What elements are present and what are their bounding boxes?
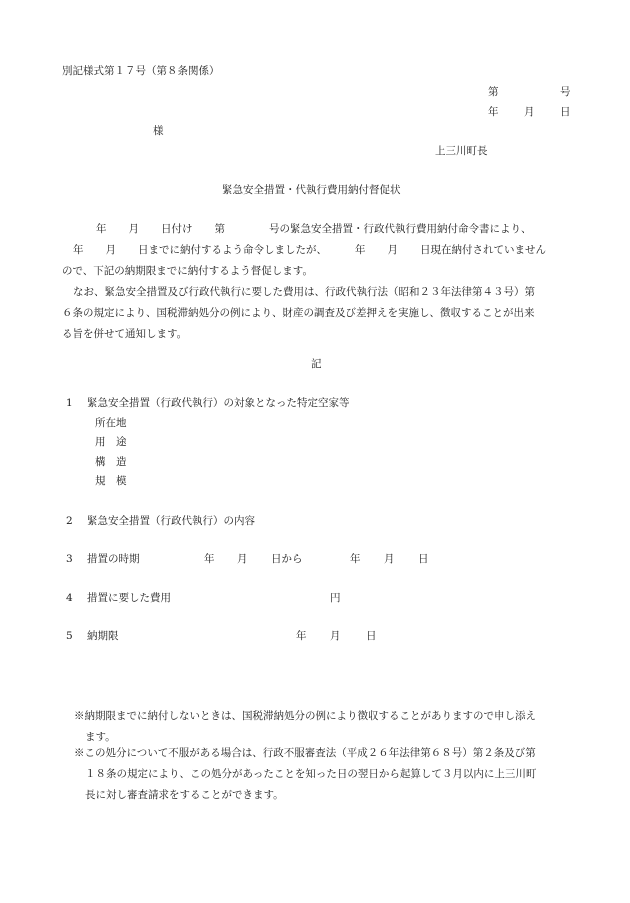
body-day: 日付け [161,223,193,235]
body-year: 年 [355,244,366,256]
form-identifier: 別記様式第１７号（第８条関係） [62,65,220,77]
issuer: 上三川町長 [435,145,488,157]
body-month: 月 [128,223,139,235]
item-5-year: 年 [296,630,307,642]
body-year: 年 [96,223,107,235]
item-3-year-2: 年 [350,553,361,565]
item-2-label: 緊急安全措置（行政代執行）の内容 [87,515,255,527]
doc-date-month: 月 [524,106,535,118]
body-year: 年 [73,244,84,256]
body-paragraph-2 [62,282,535,345]
body-unpaid-text: 日現在納付されていません [420,244,546,256]
body-line: ので、下記の納期限までに納付するよう督促します。 [62,265,313,277]
item-5-label: 納期限 [87,630,119,642]
item-2-number: 2 [66,515,73,527]
doc-number-dai: 第 [488,86,499,98]
item-5-month: 月 [330,630,341,642]
item-3-year-1: 年 [204,553,215,565]
body-line: る旨を併せて通知します。 [62,328,188,340]
sub-item-scale: 規 模 [95,475,127,487]
note-line: 長に対し審査請求をすることができます。 [85,789,284,801]
body-paragraph-1 [62,219,546,282]
note-1 [74,706,536,748]
body-go-text: 号の緊急安全措置・行政代執行費用納付命令書により、 [269,223,532,235]
ki-heading: 記 [311,358,322,370]
item-3-number: 3 [66,553,73,565]
body-line [62,219,546,240]
note-2 [74,743,536,806]
doc-date-year: 年 [488,106,499,118]
sub-item-usage: 用 途 [95,436,127,448]
item-4-yen-unit: 円 [330,592,341,604]
item-3-month-2: 月 [384,553,395,565]
item-5-day: 日 [366,630,377,642]
item-3-day-2: 日 [418,553,429,565]
sub-item-location: 所在地 [95,417,127,429]
item-1-number: 1 [66,397,73,409]
doc-date-day: 日 [560,106,571,118]
body-line: なお、緊急安全措置及び行政代執行に要した費用は、行政代執行法（昭和２３年法律第４３号）第 [73,286,535,298]
item-4-number: 4 [66,592,73,604]
body-line: ６条の規定により、国税滞納処分の例により、財産の調査及び差押えを実施し、徴収することが出来 [62,307,535,319]
body-month: 月 [105,244,116,256]
item-3-label: 措置の時期 [87,553,140,565]
item-3-day-from: 日から [271,553,303,565]
note-line: ます。 [85,731,116,743]
note-line: １８条の規定により、この処分があったことを知った日の翌日から起算して３月以内に上三川町 [85,768,537,780]
doc-number-go: 号 [560,86,571,98]
sub-item-structure: 構 造 [95,456,127,468]
document-title: 緊急安全措置・代執行費用納付督促状 [222,184,401,196]
item-4-label: 措置に要した費用 [87,592,171,604]
item-3-month-1: 月 [237,553,248,565]
body-dai: 第 [214,223,225,235]
body-deadline-text: 日までに納付するよう命令しましたが、 [138,244,327,256]
note-line: ※この処分について不服がある場合は、行政不服審査法（平成２６年法律第６８号）第２条及び第 [74,747,536,759]
item-1-label: 緊急安全措置（行政代執行）の対象となった特定空家等 [87,397,350,409]
item-5-number: 5 [66,630,73,642]
note-line: ※納期限までに納付しないときは、国税滞納処分の例により徴収することがありますので申し添え [74,710,536,722]
body-line [62,240,546,261]
addressee-suffix: 様 [153,125,164,137]
body-month: 月 [387,244,398,256]
